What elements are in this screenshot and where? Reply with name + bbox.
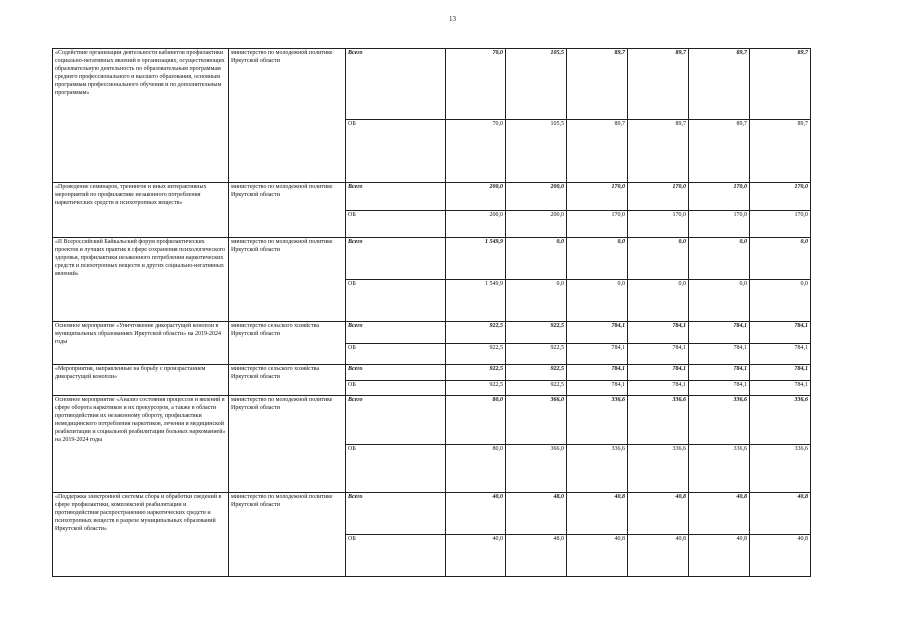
source-label: Всего (346, 238, 446, 280)
source-label: ОБ (346, 445, 446, 493)
value-cell: 0,0 (506, 238, 567, 280)
value-cell: 170,0 (628, 211, 689, 238)
value-cell: 784,1 (689, 322, 750, 344)
value-cell: 784,1 (689, 365, 750, 381)
value-cell: 40,8 (750, 493, 811, 535)
value-cell: 89,7 (567, 120, 628, 183)
activity-name: «Содействие организации деятельности кабинетов профилактики социально-негативных явлений в организациях, осуществляющих образовательную деятельность по образовательным программам среднего профессионального и высшего образования, основным программам профессионального обучения и по дополнительным программам» (53, 49, 229, 183)
value-cell: 200,0 (506, 183, 567, 211)
value-cell: 922,5 (446, 322, 506, 344)
value-cell: 336,6 (750, 445, 811, 493)
value-cell: 922,5 (506, 344, 567, 365)
value-cell: 70,0 (446, 120, 506, 183)
value-cell: 336,6 (567, 396, 628, 445)
executor: министерство по молодежной политике Иркутской области (229, 493, 346, 577)
page-number: 13 (449, 15, 456, 23)
executor: министерство сельского хозяйства Иркутской области (229, 322, 346, 365)
value-cell: 200,0 (446, 211, 506, 238)
value-cell: 200,0 (506, 211, 567, 238)
source-label: ОБ (346, 381, 446, 396)
value-cell: 0,0 (750, 238, 811, 280)
value-cell: 170,0 (689, 183, 750, 211)
financing-table (52, 48, 811, 577)
value-cell: 922,5 (506, 322, 567, 344)
value-cell: 922,5 (446, 344, 506, 365)
value-cell: 40,8 (628, 493, 689, 535)
value-cell: 40,8 (689, 535, 750, 577)
value-cell: 0,0 (567, 238, 628, 280)
value-cell: 105,5 (506, 120, 567, 183)
value-cell: 922,5 (446, 381, 506, 396)
activity-name: Основное мероприятие «Анализ состояния процессов и явлений в сфере оборота наркотиков и их прекурсоров, а также в области противодействия их незаконному обороту, профилактики немедицинского потребления наркотиков, лечения и медицинской реабилитации и социальной реабилитации больных наркоманией» на 2019-2024 годы (53, 396, 229, 493)
value-cell: 784,1 (628, 322, 689, 344)
value-cell: 48,0 (506, 535, 567, 577)
value-cell: 80,0 (446, 445, 506, 493)
value-cell: 1 549,9 (446, 280, 506, 322)
table-row (53, 396, 811, 445)
value-cell: 922,5 (506, 381, 567, 396)
executor: министерство по молодежной политике Иркутской области (229, 396, 346, 493)
activity-name: Основное мероприятие «Уничтожение дикорастущей конопли в муниципальных образованиях Иркутской области» на 2019-2024 годы (53, 322, 229, 365)
value-cell: 0,0 (628, 280, 689, 322)
table-row (53, 238, 811, 280)
table-row (53, 493, 811, 535)
value-cell: 336,6 (750, 396, 811, 445)
source-label: Всего (346, 49, 446, 120)
value-cell: 89,7 (628, 120, 689, 183)
value-cell: 336,6 (628, 396, 689, 445)
value-cell: 0,0 (750, 280, 811, 322)
value-cell: 784,1 (689, 344, 750, 365)
value-cell: 89,7 (689, 49, 750, 120)
value-cell: 89,7 (567, 49, 628, 120)
value-cell: 105,5 (506, 49, 567, 120)
value-cell: 784,1 (750, 344, 811, 365)
executor: министерство по молодежной политике Иркутской области (229, 238, 346, 322)
value-cell: 784,1 (567, 365, 628, 381)
value-cell: 170,0 (750, 211, 811, 238)
source-label: Всего (346, 183, 446, 211)
value-cell: 336,6 (628, 445, 689, 493)
source-label: ОБ (346, 120, 446, 183)
table-row (53, 183, 811, 211)
value-cell: 336,6 (689, 396, 750, 445)
value-cell: 170,0 (628, 183, 689, 211)
value-cell: 0,0 (689, 238, 750, 280)
value-cell: 40,8 (628, 535, 689, 577)
value-cell: 366,0 (506, 445, 567, 493)
value-cell: 0,0 (628, 238, 689, 280)
value-cell: 784,1 (750, 365, 811, 381)
value-cell: 0,0 (506, 280, 567, 322)
value-cell: 784,1 (628, 344, 689, 365)
value-cell: 40,0 (446, 535, 506, 577)
value-cell: 784,1 (750, 381, 811, 396)
value-cell: 89,7 (689, 120, 750, 183)
value-cell: 922,5 (506, 365, 567, 381)
value-cell: 0,0 (567, 280, 628, 322)
value-cell: 784,1 (628, 365, 689, 381)
table-row (53, 49, 811, 120)
value-cell: 336,6 (689, 445, 750, 493)
value-cell: 89,7 (750, 49, 811, 120)
value-cell: 0,0 (689, 280, 750, 322)
value-cell: 170,0 (567, 211, 628, 238)
value-cell: 170,0 (567, 183, 628, 211)
source-label: Всего (346, 322, 446, 344)
activity-name: «Мероприятия, направленные на борьбу с произрастанием дикорастущей конопли» (53, 365, 229, 396)
source-label: Всего (346, 365, 446, 381)
value-cell: 784,1 (567, 322, 628, 344)
value-cell: 1 549,9 (446, 238, 506, 280)
value-cell: 70,0 (446, 49, 506, 120)
value-cell: 80,0 (446, 396, 506, 445)
value-cell: 170,0 (689, 211, 750, 238)
source-label: Всего (346, 493, 446, 535)
value-cell: 784,1 (567, 381, 628, 396)
table-row (53, 322, 811, 344)
value-cell: 784,1 (628, 381, 689, 396)
value-cell: 366,0 (506, 396, 567, 445)
value-cell: 170,0 (750, 183, 811, 211)
value-cell: 336,6 (567, 445, 628, 493)
value-cell: 40,8 (567, 535, 628, 577)
value-cell: 40,8 (689, 493, 750, 535)
source-label: ОБ (346, 280, 446, 322)
value-cell: 784,1 (750, 322, 811, 344)
source-label: ОБ (346, 211, 446, 238)
value-cell: 40,0 (446, 493, 506, 535)
activity-name: «II Всероссийский Байкальский форум профилактических проектов и лучших практик в сфере сохранения психологического здоровья, профилактики незаконного потребления наркотических средств и психотропных веществ и других социально-негативных явлений» (53, 238, 229, 322)
activity-name: «Поддержка электронной системы сбора и обработки сведений в сфере профилактики, комплексной реабилитации и противодействия распространению наркотических средств и психотропных веществ в разрезе муниципальных образований Иркутской области» (53, 493, 229, 577)
table-row (53, 365, 811, 381)
value-cell: 48,0 (506, 493, 567, 535)
executor: министерство по молодежной политике Иркутской области (229, 183, 346, 238)
value-cell: 89,7 (628, 49, 689, 120)
value-cell: 784,1 (689, 381, 750, 396)
value-cell: 89,7 (750, 120, 811, 183)
source-label: ОБ (346, 535, 446, 577)
executor: министерство сельского хозяйства Иркутской области (229, 365, 346, 396)
source-label: Всего (346, 396, 446, 445)
value-cell: 922,5 (446, 365, 506, 381)
value-cell: 784,1 (567, 344, 628, 365)
value-cell: 200,0 (446, 183, 506, 211)
activity-name: «Проведение семинаров, тренингов и иных интерактивных мероприятий по профилактике незаконного потребления наркотических средств и психотропных веществ» (53, 183, 229, 238)
source-label: ОБ (346, 344, 446, 365)
value-cell: 40,8 (567, 493, 628, 535)
executor: министерство по молодежной политике Иркутской области (229, 49, 346, 183)
value-cell: 40,8 (750, 535, 811, 577)
